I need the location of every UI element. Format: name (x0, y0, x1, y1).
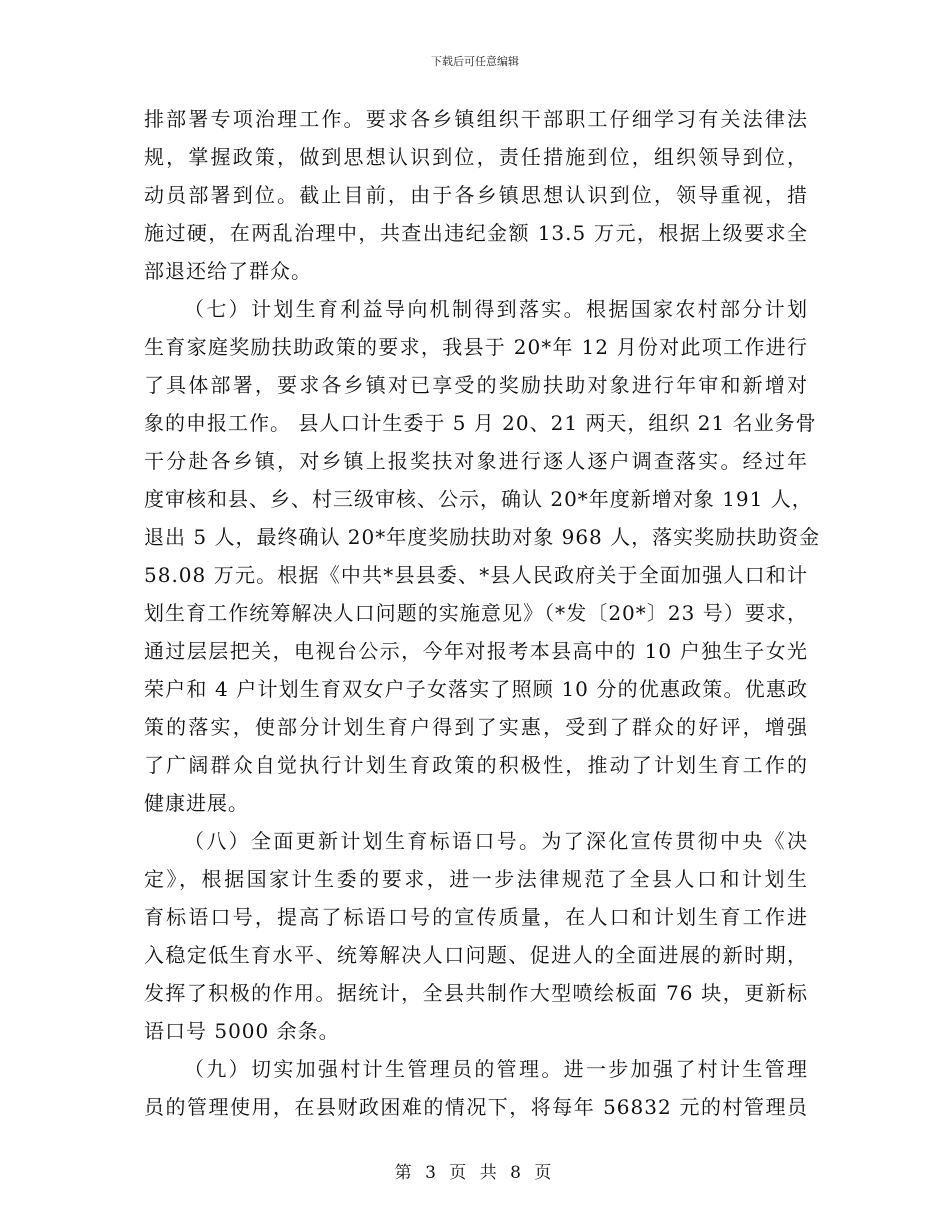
body-line: 度审核和县、乡、村三级审核、公示，确认 20*年度新增对象 191 人， (144, 487, 813, 511)
body-line: 策的落实，使部分计划生育户得到了实惠，受到了群众的好评，增强 (144, 715, 808, 739)
body-line: 健康进展。 (144, 791, 249, 815)
body-line: 干分赴各乡镇，对乡镇上报奖扶对象进行逐人逐户调查落实。经过年 (144, 449, 808, 473)
body-line: 员的管理使用，在县财政困难的情况下，将每年 56832 元的村管理员 (144, 1095, 808, 1119)
body-line: （九）切实加强村计生管理员的管理。进一步加强了村计生管理 (184, 1057, 808, 1081)
body-line: 规，掌握政策，做到思想认识到位，责任措施到位，组织领导到位， (144, 145, 808, 169)
body-line: 生育家庭奖励扶助政策的要求，我县于 20*年 12 月份对此项工作进行 (144, 335, 808, 359)
body-line: 通过层层把关，电视台公示，今年对报考本县高中的 10 户独生子女光 (144, 639, 808, 663)
body-line: 发挥了积极的作用。据统计，全县共制作大型喷绘板面 76 块，更新标 (144, 981, 808, 1005)
body-line: 荣户和 4 户计划生育双女户子女落实了照顾 10 分的优惠政策。优惠政 (144, 677, 808, 701)
body-line: 语口号 5000 余条。 (144, 1019, 340, 1043)
body-line: 入稳定低生育水平、统筹解决人口问题、促进人的全面进展的新时期， (144, 943, 808, 967)
body-line: 施过硬，在两乱治理中，共查出违纪金额 13.5 万元，根据上级要求全 (144, 221, 808, 245)
body-line: （七）计划生育利益导向机制得到落实。根据国家农村部分计划 (184, 297, 808, 321)
body-line: 划生育工作统筹解决人口问题的实施意见》（*发〔20*〕23 号）要求， (144, 601, 808, 625)
body-line: 了广阔群众自觉执行计划生育政策的积极性，推动了计划生育工作的 (144, 753, 808, 777)
body-line: 部退还给了群众。 (144, 259, 312, 283)
document-body (144, 100, 821, 1126)
page-number-footer: 第 3 页 共 8 页 (394, 1163, 556, 1183)
body-line: 动员部署到位。截止目前，由于各乡镇思想认识到位，领导重视，措 (144, 183, 808, 207)
body-line: （八）全面更新计划生育标语口号。为了深化宣传贯彻中央《决 (184, 829, 808, 853)
body-line: 定》，根据国家计生委的要求，进一步法律规范了全县人口和计划生 (144, 867, 808, 891)
body-line: 退出 5 人，最终确认 20*年度奖励扶助对象 968 人，落实奖励扶助资金 (144, 525, 821, 549)
body-line: 了具体部署，要求各乡镇对已享受的奖励扶助对象进行年审和新增对 (144, 373, 808, 397)
body-line: 排部署专项治理工作。要求各乡镇组织干部职工仔细学习有关法律法 (144, 107, 808, 131)
body-line: 58.08 万元。根据《中共*县县委、*县人民政府关于全面加强人口和计 (144, 563, 808, 587)
body-line: 育标语口号，提高了标语口号的宣传质量，在人口和计划生育工作进 (144, 905, 808, 929)
page-header: 下载后可任意编辑 (431, 55, 519, 68)
body-line: 象的申报工作。 县人口计生委于 5 月 20、21 两天，组织 21 名业务骨 (144, 411, 817, 435)
